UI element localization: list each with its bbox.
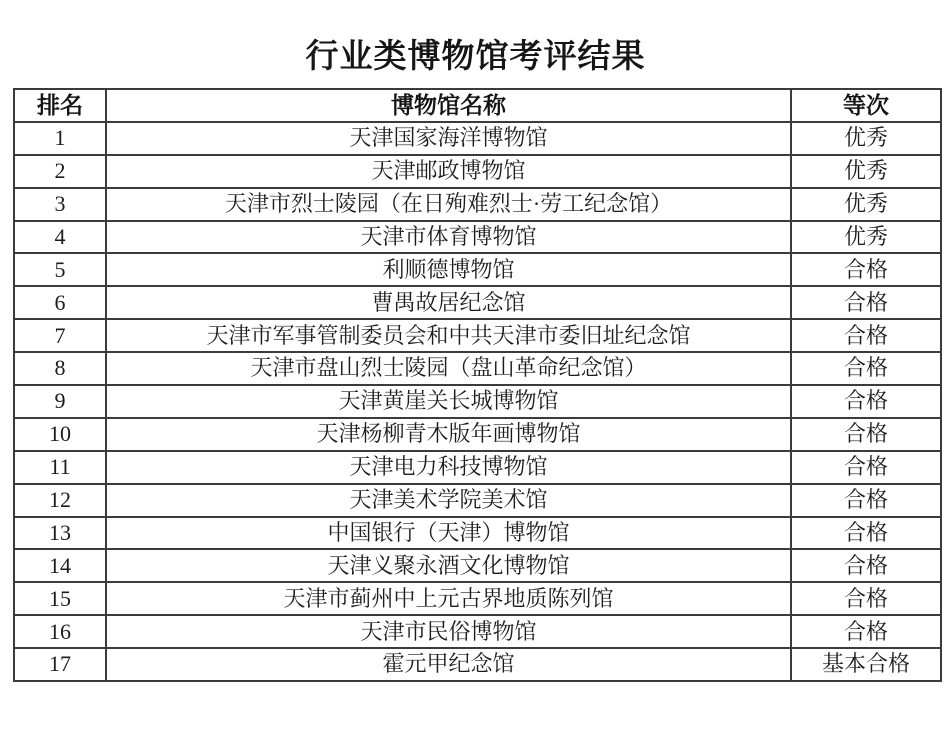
table-row	[14, 484, 941, 517]
rank-cell: 7	[14, 319, 106, 352]
page-title: 行业类博物馆考评结果	[305, 37, 646, 74]
museum-name-cell: 天津市军事管制委员会和中共天津市委旧址纪念馆	[106, 319, 791, 352]
grade-cell: 合格	[791, 517, 941, 550]
grade-cell: 合格	[791, 319, 941, 352]
table-row	[14, 188, 941, 221]
grade-cell: 合格	[791, 615, 941, 648]
table-row	[14, 517, 941, 550]
rank-cell: 3	[14, 188, 106, 221]
table-row	[14, 352, 941, 385]
grade-cell: 合格	[791, 385, 941, 418]
grade-cell: 基本合格	[791, 648, 941, 681]
rank-cell: 10	[14, 418, 106, 451]
table-row	[14, 286, 941, 319]
grade-cell: 优秀	[791, 221, 941, 254]
rank-cell: 11	[14, 451, 106, 484]
table-header-row	[14, 89, 941, 122]
grade-cell: 合格	[791, 582, 941, 615]
table-row	[14, 648, 941, 681]
table-row	[14, 155, 941, 188]
table-row	[14, 582, 941, 615]
rank-cell: 9	[14, 385, 106, 418]
header-museum-name: 博物馆名称	[106, 89, 791, 122]
rank-cell: 8	[14, 352, 106, 385]
table-row	[14, 253, 941, 286]
rank-cell: 14	[14, 549, 106, 582]
rank-cell: 4	[14, 221, 106, 254]
museum-name-cell: 天津市体育博物馆	[106, 221, 791, 254]
header-rank: 排名	[14, 89, 106, 122]
grade-cell: 优秀	[791, 122, 941, 155]
grade-cell: 合格	[791, 484, 941, 517]
museum-name-cell: 利顺德博物馆	[106, 253, 791, 286]
grade-cell: 优秀	[791, 155, 941, 188]
rank-cell: 12	[14, 484, 106, 517]
results-table	[13, 88, 942, 682]
table-row	[14, 451, 941, 484]
grade-cell: 合格	[791, 549, 941, 582]
museum-name-cell: 天津义聚永酒文化博物馆	[106, 549, 791, 582]
table-row	[14, 221, 941, 254]
grade-cell: 合格	[791, 352, 941, 385]
table-row	[14, 385, 941, 418]
table-row	[14, 319, 941, 352]
museum-name-cell: 天津市烈士陵园（在日殉难烈士·劳工纪念馆）	[106, 188, 791, 221]
rank-cell: 17	[14, 648, 106, 681]
grade-cell: 优秀	[791, 188, 941, 221]
rank-cell: 2	[14, 155, 106, 188]
grade-cell: 合格	[791, 286, 941, 319]
table-row	[14, 122, 941, 155]
museum-name-cell: 天津市蓟州中上元古界地质陈列馆	[106, 582, 791, 615]
table-row	[14, 418, 941, 451]
rank-cell: 5	[14, 253, 106, 286]
museum-name-cell: 曹禺故居纪念馆	[106, 286, 791, 319]
museum-name-cell: 天津杨柳青木版年画博物馆	[106, 418, 791, 451]
grade-cell: 合格	[791, 451, 941, 484]
header-grade: 等次	[791, 89, 941, 122]
museum-name-cell: 天津国家海洋博物馆	[106, 122, 791, 155]
museum-name-cell: 中国银行（天津）博物馆	[106, 517, 791, 550]
museum-name-cell: 天津邮政博物馆	[106, 155, 791, 188]
rank-cell: 15	[14, 582, 106, 615]
rank-cell: 13	[14, 517, 106, 550]
museum-name-cell: 天津美术学院美术馆	[106, 484, 791, 517]
museum-name-cell: 天津黄崖关长城博物馆	[106, 385, 791, 418]
museum-name-cell: 天津市民俗博物馆	[106, 615, 791, 648]
rank-cell: 16	[14, 615, 106, 648]
grade-cell: 合格	[791, 253, 941, 286]
rank-cell: 1	[14, 122, 106, 155]
grade-cell: 合格	[791, 418, 941, 451]
museum-name-cell: 天津市盘山烈士陵园（盘山革命纪念馆）	[106, 352, 791, 385]
table-row	[14, 549, 941, 582]
museum-name-cell: 天津电力科技博物馆	[106, 451, 791, 484]
table-row	[14, 615, 941, 648]
rank-cell: 6	[14, 286, 106, 319]
museum-name-cell: 霍元甲纪念馆	[106, 648, 791, 681]
